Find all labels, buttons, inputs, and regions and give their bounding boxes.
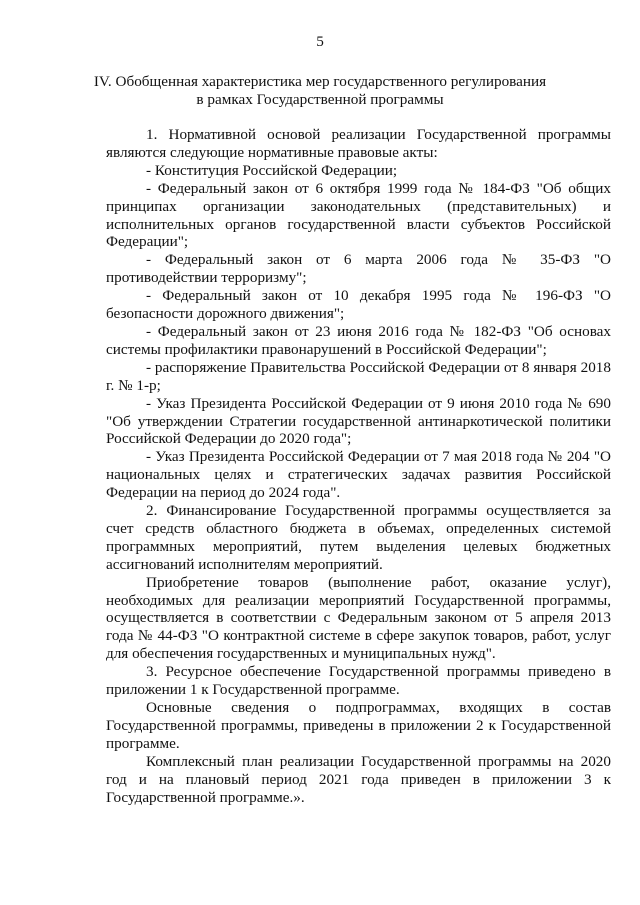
paragraph-1: 1. Нормативной основой реализации Государственной программы являются следующие нормативные правовые акты:	[106, 126, 611, 161]
list-item-law-196: - Федеральный закон от 10 декабря 1995 года № 196-ФЗ "О безопасности дорожного движения";	[106, 287, 611, 323]
section-heading	[60, 73, 580, 109]
list-item-order-1r: - распоряжение Правительства Российской Федерации от 8 января 2018 г. № 1-р;	[106, 358, 611, 394]
paragraph-complex-plan: Комплексный план реализации Государственной программы на 2020 год и на плановый период 2021 года приведен в приложении 3 к Государственной программе.».	[106, 752, 611, 806]
page-number: 5	[316, 33, 324, 50]
list-item-law-35: - Федеральный закон от 6 марта 2006 года № 35-ФЗ "О противодействии терроризму";	[106, 251, 611, 287]
list-item-law-182: - Федеральный закон от 23 июня 2016 года № 182-ФЗ "Об основах системы профилактики правонарушений в Российской Федерации";	[106, 322, 611, 358]
paragraph-3: 3. Ресурсное обеспечение Государственной программы приведено в приложении 1 к Государственной программе.	[106, 663, 611, 699]
paragraph-procurement: Приобретение товаров (выполнение работ, оказание услуг), необходимых для реализации мероприятий Государственной программы, осуществляется в соответствии с Федеральным законом от 5 апреля 2013 года № 44-ФЗ "О контрактной системе в сфере закупок товаров, работ, услуг для обеспечения государственных и муниципальных нужд".	[106, 573, 611, 663]
list-item-decree-204: - Указ Президента Российской Федерации от 7 мая 2018 года № 204 "О национальных целях и стратегических задачах развития Российской Федерации на период до 2024 года".	[106, 448, 611, 502]
list-item-decree-690: - Указ Президента Российской Федерации от 9 июня 2010 года № 690 "Об утверждении Стратегии государственной антинаркотической политики Российской Федерации до 2020 года";	[106, 394, 611, 448]
paragraph-subprograms: Основные сведения о подпрограммах, входящих в состав Государственной программы, приведены в приложении 2 к Государственной программе.	[106, 699, 611, 752]
list-item-constitution: - Конституция Российской Федерации;	[146, 161, 398, 179]
paragraph-2: 2. Финансирование Государственной программы осуществляется за счет средств областного бюджета в объемах, определенных системой программных мероприятий, путем выделения целевых бюджетных ассигнований исполнителям мероприятий.	[106, 502, 611, 573]
section-heading-line-1: IV. Обобщенная характеристика мер государственного регулирования	[93, 73, 547, 90]
list-item-law-184: - Федеральный закон от 6 октября 1999 года № 184-ФЗ "Об общих принципах организации законодательных (представительных) и исполнительных органов государственной власти субъектов Российской Федерации";	[106, 179, 611, 251]
document-body	[106, 126, 611, 806]
section-heading-line-2: в рамках Государственной программы	[196, 90, 444, 108]
